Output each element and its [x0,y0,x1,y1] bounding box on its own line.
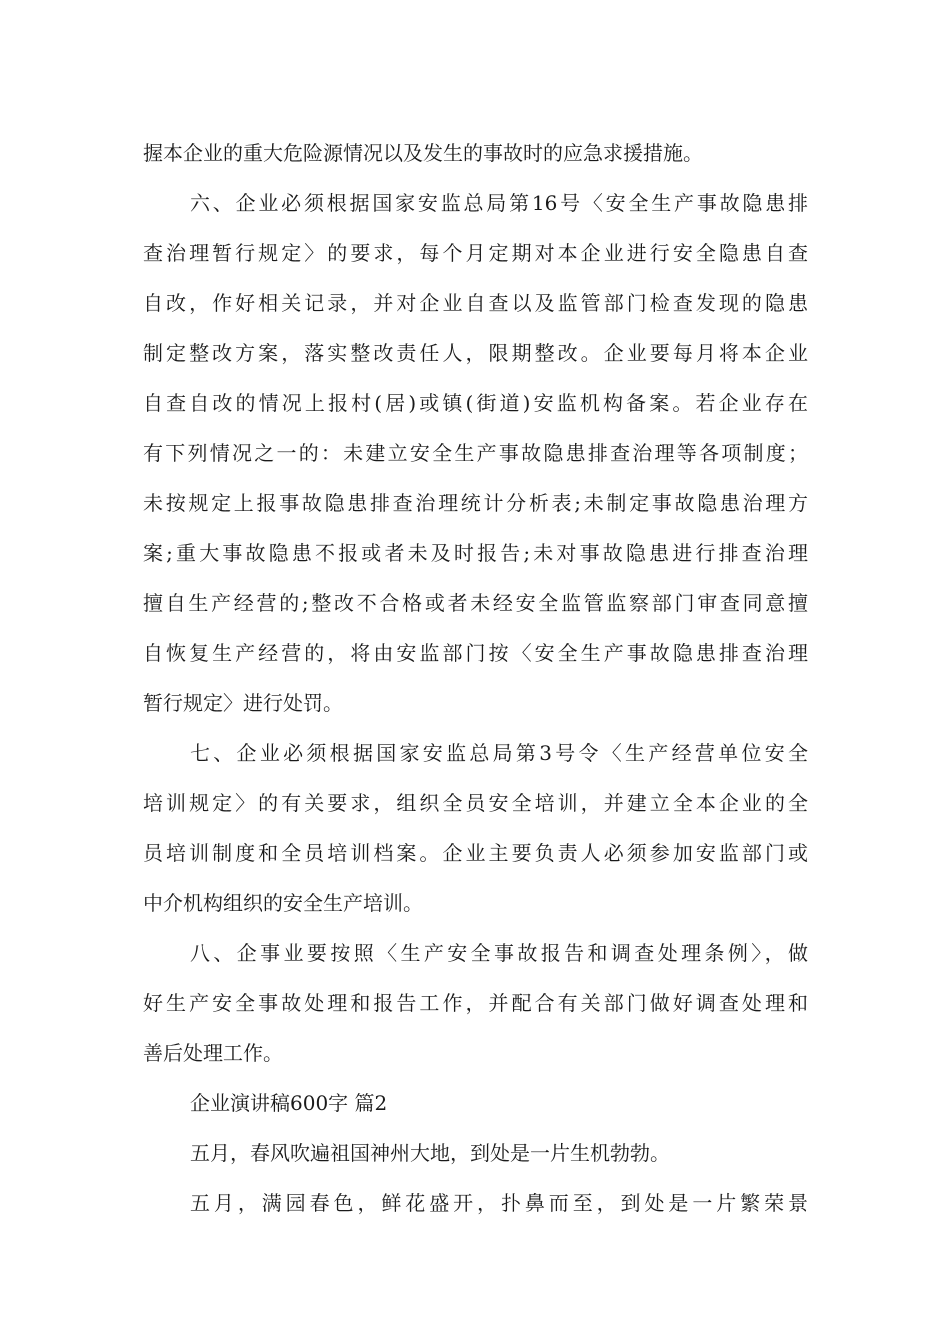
text-line: 培训规定〉的有关要求，组织全员安全培训，并建立全本企业的全 [143,791,808,815]
paragraph-7-first-line: 七、企业必须根据国家安监总局第3号令〈生产经营单位安全 [190,741,808,765]
text-line: 自恢复生产经营的，将由安监部门按〈安全生产事故隐患排查治理 [143,641,808,665]
text-line: 握本企业的重大危险源情况以及发生的事故时的应急求援措施。 [143,141,703,165]
text-line: 案;重大事故隐患不报或者未及时报告;未对事故隐患进行排查治理 [143,541,808,565]
text-line: 自改，作好相关记录，并对企业自查以及监管部门检查发现的隐患 [143,291,808,315]
text-line: 中介机构组织的安全生产培训。 [143,891,423,915]
text-line: 自查自改的情况上报村(居)或镇(街道)安监机构备案。若企业存在 [143,391,808,415]
text-line: 五月，满园春色，鲜花盛开，扑鼻而至，到处是一片繁荣景 [190,1191,808,1215]
text-line: 擅自生产经营的;整改不合格或者未经安全监管监察部门审查同意擅 [143,591,808,615]
paragraph-6-first-line: 六、企业必须根据国家安监总局第16号〈安全生产事故隐患排 [190,191,808,215]
text-line: 有下列情况之一的：未建立安全生产事故隐患排查治理等各项制度； [143,441,808,465]
text-line: 暂行规定〉进行处罚。 [143,691,343,715]
text-line: 五月，春风吹遍祖国神州大地，到处是一片生机勃勃。 [190,1141,670,1165]
text-line: 未按规定上报事故隐患排查治理统计分析表;未制定事故隐患治理方 [143,491,808,515]
paragraph-8-first-line: 八、企事业要按照〈生产安全事故报告和调查处理条例〉，做 [190,941,808,965]
text-line: 查治理暂行规定〉的要求，每个月定期对本企业进行安全隐患自查 [143,241,808,265]
text-line: 员培训制度和全员培训档案。企业主要负责人必须参加安监部门或 [143,841,808,865]
section-heading: 企业演讲稿600字 篇2 [190,1091,388,1115]
text-line: 善后处理工作。 [143,1041,283,1065]
text-line: 好生产安全事故处理和报告工作，并配合有关部门做好调查处理和 [143,991,808,1015]
text-line: 制定整改方案，落实整改责任人，限期整改。企业要每月将本企业 [143,341,808,365]
